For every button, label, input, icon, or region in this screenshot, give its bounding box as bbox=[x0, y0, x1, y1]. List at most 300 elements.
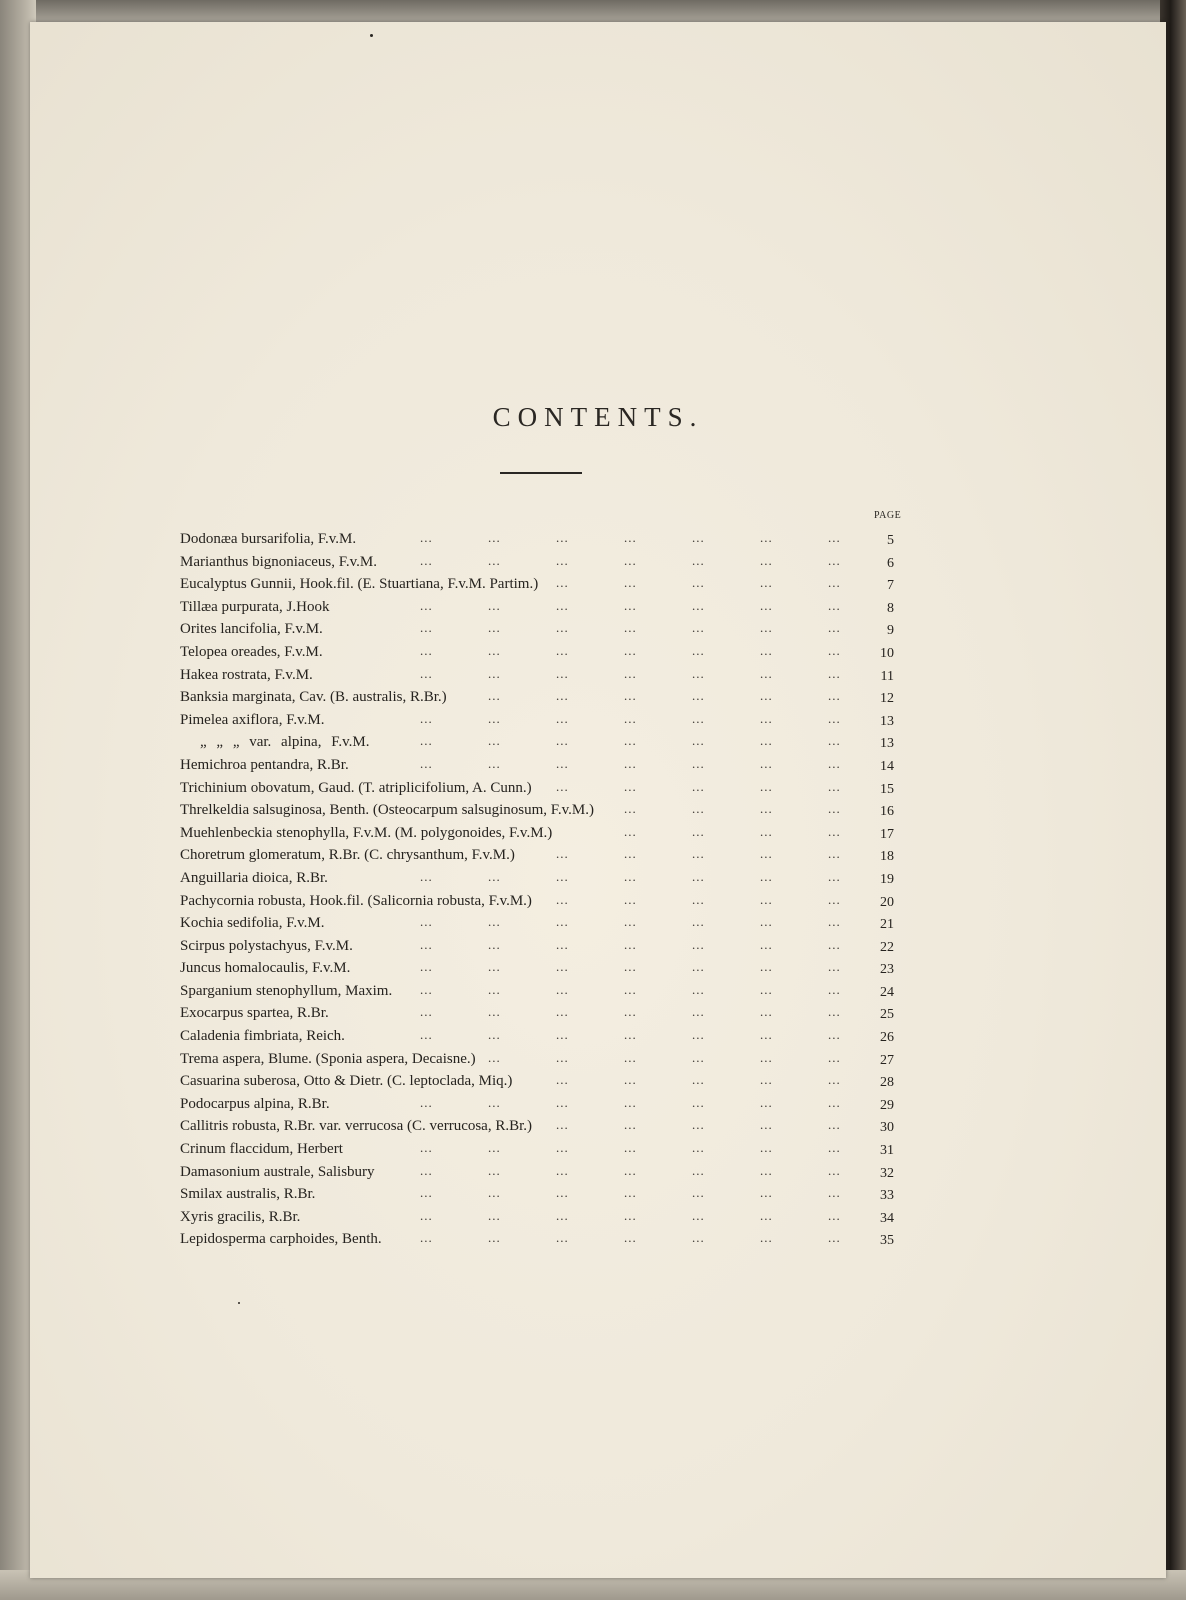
dot-leader: ... bbox=[760, 1140, 773, 1156]
dot-leader: ... bbox=[692, 575, 705, 591]
dot-leader: ... bbox=[760, 688, 773, 704]
entry-page-number: 5 bbox=[887, 533, 894, 548]
entry-page-number: 25 bbox=[880, 1007, 894, 1023]
dot-leader: ... bbox=[420, 868, 433, 884]
dot-leader: ... bbox=[624, 1207, 637, 1223]
dot-leader: ... bbox=[828, 1230, 841, 1246]
dot-leader: ... bbox=[828, 1185, 841, 1201]
dot-leader: ... bbox=[488, 530, 501, 545]
dot-leader: ... bbox=[488, 1162, 501, 1178]
dot-leader: ... bbox=[692, 733, 705, 749]
dot-leader: ... bbox=[692, 1230, 705, 1246]
dot-leader: ... bbox=[624, 1140, 637, 1156]
contents-entry bbox=[180, 1026, 940, 1049]
entry-page-number: 31 bbox=[880, 1143, 894, 1159]
dot-leader: ... bbox=[488, 1094, 501, 1110]
backdrop-top bbox=[0, 0, 1186, 22]
contents-entry bbox=[180, 574, 940, 597]
contents-entry bbox=[180, 597, 940, 620]
contents-entry bbox=[180, 958, 940, 981]
dot-leader: ... bbox=[624, 1185, 637, 1201]
dot-leader: ... bbox=[828, 1140, 841, 1156]
entry-page-number: 7 bbox=[887, 578, 894, 594]
dot-leader: ... bbox=[828, 597, 841, 613]
dot-leader: ... bbox=[488, 1004, 501, 1020]
dot-leader: ... bbox=[556, 597, 569, 613]
entry-page-number: 32 bbox=[880, 1165, 894, 1181]
dot-leader: ... bbox=[692, 1117, 705, 1133]
dot-leader: ... bbox=[828, 914, 841, 930]
contents-entry bbox=[180, 823, 940, 846]
dot-leader: ... bbox=[556, 733, 569, 749]
dot-leader: ... bbox=[760, 530, 773, 545]
dot-leader: ... bbox=[828, 755, 841, 771]
dot-leader: ... bbox=[828, 891, 841, 907]
dot-leader: ... bbox=[556, 1117, 569, 1133]
dot-leader: ... bbox=[488, 597, 501, 613]
dot-leader: ... bbox=[488, 733, 501, 749]
dot-leader: ... bbox=[624, 1027, 637, 1043]
dot-leader: ... bbox=[624, 891, 637, 907]
dot-leader: ... bbox=[420, 710, 433, 726]
dot-leader: ... bbox=[760, 1049, 773, 1065]
dot-leader: ... bbox=[828, 778, 841, 794]
dot-leader: ... bbox=[488, 755, 501, 771]
dot-leader: ... bbox=[828, 710, 841, 726]
dot-leader: ... bbox=[692, 959, 705, 975]
dot-leader: ... bbox=[556, 1185, 569, 1201]
dot-leader: ... bbox=[828, 1162, 841, 1178]
dot-leader: ... bbox=[556, 755, 569, 771]
entry-page-number: 13 bbox=[880, 713, 894, 729]
dot-leader: ... bbox=[692, 1094, 705, 1110]
dot-leader: ... bbox=[760, 620, 773, 636]
dot-leader: ... bbox=[488, 642, 501, 658]
dot-leader: ... bbox=[488, 1207, 501, 1223]
dot-leader: ... bbox=[556, 1162, 569, 1178]
entry-page-number: 33 bbox=[880, 1188, 894, 1204]
entry-name: Eucalyptus Gunnii, Hook.fil. (E. Stuartiana, F.v.M. Partim.) bbox=[180, 576, 539, 593]
dot-leader: ... bbox=[420, 914, 433, 930]
dot-leader: ... bbox=[692, 665, 705, 681]
dot-leader: ... bbox=[760, 1207, 773, 1223]
dot-leader: ... bbox=[556, 710, 569, 726]
entry-page-number: 17 bbox=[880, 826, 894, 842]
entry-name: Casuarina suberosa, Otto & Dietr. (C. leptoclada, Miq.) bbox=[180, 1073, 513, 1090]
dot-leader: ... bbox=[556, 981, 569, 997]
dot-leader: ... bbox=[624, 981, 637, 997]
dot-leader: ... bbox=[828, 1207, 841, 1223]
dot-leader: ... bbox=[488, 1140, 501, 1156]
dot-leader: ... bbox=[760, 846, 773, 862]
dot-leader: ... bbox=[760, 642, 773, 658]
dot-leader: ... bbox=[692, 1185, 705, 1201]
dot-leader: ... bbox=[624, 823, 637, 839]
entry-name: Hakea rostrata, F.v.M. bbox=[180, 666, 313, 683]
entry-name: Podocarpus alpina, R.Br. bbox=[180, 1095, 330, 1112]
dot-leader: ... bbox=[556, 1094, 569, 1110]
dot-leader: ... bbox=[692, 1162, 705, 1178]
dot-leader: ... bbox=[624, 1072, 637, 1088]
dot-leader: ... bbox=[556, 1072, 569, 1088]
entry-name: Scirpus polystachyus, F.v.M. bbox=[180, 937, 353, 954]
dot-leader: ... bbox=[828, 1094, 841, 1110]
dot-leader: ... bbox=[556, 778, 569, 794]
dot-leader: ... bbox=[420, 1140, 433, 1156]
contents-entry bbox=[180, 1116, 940, 1139]
entry-page-number: 6 bbox=[887, 555, 894, 571]
entry-page-number: 20 bbox=[880, 894, 894, 910]
dot-leader: ... bbox=[420, 665, 433, 681]
entry-name: Lepidosperma carphoides, Benth. bbox=[180, 1231, 382, 1248]
dot-leader: ... bbox=[420, 620, 433, 636]
entry-page-number: 29 bbox=[880, 1097, 894, 1113]
dot-leader: ... bbox=[420, 959, 433, 975]
entry-page-number: 15 bbox=[880, 781, 894, 797]
dot-leader: ... bbox=[692, 801, 705, 817]
entry-name: Kochia sedifolia, F.v.M. bbox=[180, 915, 325, 932]
contents-entry bbox=[180, 1139, 940, 1162]
dot-leader: ... bbox=[692, 1072, 705, 1088]
dot-leader: ... bbox=[828, 959, 841, 975]
dot-leader: ... bbox=[760, 733, 773, 749]
dot-leader: ... bbox=[760, 1185, 773, 1201]
dot-leader: ... bbox=[420, 733, 433, 749]
entry-name: Muehlenbeckia stenophylla, F.v.M. (M. polygonoides, F.v.M.) bbox=[180, 824, 553, 841]
dot-leader: ... bbox=[624, 1004, 637, 1020]
dot-leader: ... bbox=[828, 688, 841, 704]
dot-leader: ... bbox=[624, 597, 637, 613]
dot-leader: ... bbox=[624, 530, 637, 545]
dot-leader: ... bbox=[828, 620, 841, 636]
dot-leader: ... bbox=[692, 642, 705, 658]
contents-entry bbox=[180, 1207, 940, 1230]
dot-leader: ... bbox=[488, 868, 501, 884]
dot-leader: ... bbox=[828, 1049, 841, 1065]
dot-leader: ... bbox=[556, 959, 569, 975]
dot-leader: ... bbox=[760, 1230, 773, 1246]
dot-leader: ... bbox=[624, 914, 637, 930]
paper-speck bbox=[370, 34, 373, 37]
dot-leader: ... bbox=[556, 530, 569, 545]
entry-name: Threlkeldia salsuginosa, Benth. (Osteocarpum salsuginosum, F.v.M.) bbox=[180, 802, 595, 819]
dot-leader: ... bbox=[828, 1072, 841, 1088]
contents-entry bbox=[180, 913, 940, 936]
dot-leader: ... bbox=[556, 1140, 569, 1156]
dot-leader: ... bbox=[624, 575, 637, 591]
paper-speck bbox=[238, 1302, 240, 1304]
dot-leader: ... bbox=[760, 1027, 773, 1043]
entry-page-number: 22 bbox=[880, 939, 894, 955]
dot-leader: ... bbox=[760, 710, 773, 726]
dot-leader: ... bbox=[760, 778, 773, 794]
contents-entry bbox=[180, 1094, 940, 1117]
dot-leader: ... bbox=[692, 778, 705, 794]
dot-leader: ... bbox=[624, 1117, 637, 1133]
dot-leader: ... bbox=[760, 755, 773, 771]
dot-leader: ... bbox=[692, 868, 705, 884]
contents-entry bbox=[180, 891, 940, 914]
page-column-header: PAGE bbox=[874, 510, 902, 521]
entry-name: Choretrum glomeratum, R.Br. (C. chrysanthum, F.v.M.) bbox=[180, 847, 515, 864]
entry-page-number: 16 bbox=[880, 804, 894, 820]
contents-entry bbox=[180, 1184, 940, 1207]
dot-leader: ... bbox=[624, 1230, 637, 1246]
dot-leader: ... bbox=[624, 620, 637, 636]
dot-leader: ... bbox=[488, 1027, 501, 1043]
dot-leader: ... bbox=[488, 710, 501, 726]
dot-leader: ... bbox=[692, 688, 705, 704]
dot-leader: ... bbox=[488, 1049, 501, 1065]
entry-name: Trema aspera, Blume. (Sponia aspera, Decaisne.) bbox=[180, 1050, 476, 1067]
page-title: CONTENTS. bbox=[492, 402, 704, 432]
contents-entry bbox=[180, 665, 940, 688]
entry-name: Damasonium australe, Salisbury bbox=[180, 1163, 375, 1180]
dot-leader: ... bbox=[828, 936, 841, 952]
contents-entry bbox=[180, 1049, 940, 1072]
dot-leader: ... bbox=[692, 846, 705, 862]
dot-leader: ... bbox=[420, 1207, 433, 1223]
contents-entry bbox=[180, 1162, 940, 1185]
contents-entry bbox=[180, 755, 940, 778]
entry-name: Banksia marginata, Cav. (B. australis, R.Br.) bbox=[180, 689, 447, 706]
entry-page-number: 34 bbox=[880, 1210, 894, 1226]
dot-leader: ... bbox=[760, 665, 773, 681]
dot-leader: ... bbox=[692, 1207, 705, 1223]
entry-name: Dodonæa bursarifolia, F.v.M. bbox=[180, 531, 357, 547]
dot-leader: ... bbox=[692, 1049, 705, 1065]
dot-leader: ... bbox=[692, 1027, 705, 1043]
contents-entry bbox=[180, 1003, 940, 1026]
dot-leader: ... bbox=[420, 936, 433, 952]
entry-page-number: 27 bbox=[880, 1052, 894, 1068]
entry-name: Telopea oreades, F.v.M. bbox=[180, 643, 323, 660]
dot-leader: ... bbox=[828, 530, 841, 545]
contents-entry bbox=[180, 732, 940, 755]
entry-page-number: 18 bbox=[880, 849, 894, 865]
dot-leader: ... bbox=[488, 981, 501, 997]
entry-page-number: 11 bbox=[880, 668, 894, 684]
entry-page-number: 8 bbox=[887, 600, 894, 616]
dot-leader: ... bbox=[760, 936, 773, 952]
entry-name: Pimelea axiflora, F.v.M. bbox=[180, 711, 325, 728]
contents-entry bbox=[180, 642, 940, 665]
entry-name: Anguillaria dioica, R.Br. bbox=[180, 869, 328, 886]
dot-leader: ... bbox=[420, 642, 433, 658]
dot-leader: ... bbox=[760, 597, 773, 613]
dot-leader: ... bbox=[624, 552, 637, 568]
dot-leader: ... bbox=[556, 1004, 569, 1020]
contents-entry bbox=[180, 619, 940, 642]
dot-leader: ... bbox=[760, 1162, 773, 1178]
contents-entry bbox=[180, 778, 940, 801]
dot-leader: ... bbox=[760, 891, 773, 907]
dot-leader: ... bbox=[828, 981, 841, 997]
dot-leader: ... bbox=[556, 1207, 569, 1223]
contents-entry bbox=[180, 552, 940, 575]
dot-leader: ... bbox=[828, 1004, 841, 1020]
entry-name: „ „ „ var. alpina, F.v.M. bbox=[200, 734, 370, 751]
dot-leader: ... bbox=[420, 1185, 433, 1201]
dot-leader: ... bbox=[420, 1162, 433, 1178]
dot-leader: ... bbox=[420, 1230, 433, 1246]
dot-leader: ... bbox=[760, 823, 773, 839]
dot-leader: ... bbox=[624, 846, 637, 862]
entry-name: Orites lancifolia, F.v.M. bbox=[180, 621, 323, 638]
contents-entry bbox=[180, 1229, 940, 1252]
entry-name: Trichinium obovatum, Gaud. (T. atriplicifolium, A. Cunn.) bbox=[180, 779, 532, 796]
dot-leader: ... bbox=[828, 801, 841, 817]
entry-name: Marianthus bignoniaceus, F.v.M. bbox=[180, 553, 377, 570]
entry-name: Juncus homalocaulis, F.v.M. bbox=[180, 960, 351, 977]
dot-leader: ... bbox=[692, 891, 705, 907]
entry-name: Tillæa purpurata, J.Hook bbox=[180, 598, 330, 615]
dot-leader: ... bbox=[760, 1004, 773, 1020]
dot-leader: ... bbox=[420, 530, 433, 545]
dot-leader: ... bbox=[692, 1140, 705, 1156]
dot-leader: ... bbox=[760, 801, 773, 817]
dot-leader: ... bbox=[420, 755, 433, 771]
dot-leader: ... bbox=[488, 914, 501, 930]
contents-entry bbox=[180, 981, 940, 1004]
entry-page-number: 21 bbox=[880, 917, 894, 933]
dot-leader: ... bbox=[556, 936, 569, 952]
entry-page-number: 35 bbox=[880, 1233, 894, 1249]
dot-leader: ... bbox=[760, 1094, 773, 1110]
entry-name: Crinum flaccidum, Herbert bbox=[180, 1141, 343, 1158]
dot-leader: ... bbox=[692, 620, 705, 636]
dot-leader: ... bbox=[420, 597, 433, 613]
dot-leader: ... bbox=[692, 755, 705, 771]
entry-page-number: 26 bbox=[880, 1030, 894, 1046]
entry-name: Pachycornia robusta, Hook.fil. (Salicornia robusta, F.v.M.) bbox=[180, 892, 532, 909]
dot-leader: ... bbox=[624, 801, 637, 817]
dot-leader: ... bbox=[488, 936, 501, 952]
entry-page-number: 24 bbox=[880, 984, 894, 1000]
contents-entry bbox=[180, 845, 940, 868]
contents-entry bbox=[180, 1071, 940, 1094]
dot-leader: ... bbox=[624, 710, 637, 726]
dot-leader: ... bbox=[624, 959, 637, 975]
dot-leader: ... bbox=[828, 665, 841, 681]
dot-leader: ... bbox=[828, 868, 841, 884]
dot-leader: ... bbox=[692, 597, 705, 613]
dot-leader: ... bbox=[556, 665, 569, 681]
dot-leader: ... bbox=[828, 733, 841, 749]
dot-leader: ... bbox=[624, 936, 637, 952]
dot-leader: ... bbox=[760, 981, 773, 997]
dot-leader: ... bbox=[692, 936, 705, 952]
dot-leader: ... bbox=[692, 914, 705, 930]
contents-list bbox=[180, 529, 940, 1252]
dot-leader: ... bbox=[556, 688, 569, 704]
title-rule bbox=[500, 472, 582, 474]
dot-leader: ... bbox=[828, 575, 841, 591]
dot-leader: ... bbox=[760, 552, 773, 568]
entry-page-number: 9 bbox=[887, 623, 894, 639]
dot-leader: ... bbox=[488, 688, 501, 704]
dot-leader: ... bbox=[828, 1027, 841, 1043]
dot-leader: ... bbox=[624, 1094, 637, 1110]
dot-leader: ... bbox=[624, 642, 637, 658]
dot-leader: ... bbox=[624, 665, 637, 681]
dot-leader: ... bbox=[488, 1185, 501, 1201]
dot-leader: ... bbox=[420, 1004, 433, 1020]
dot-leader: ... bbox=[556, 891, 569, 907]
dot-leader: ... bbox=[760, 959, 773, 975]
contents-entry bbox=[180, 800, 940, 823]
dot-leader: ... bbox=[760, 1117, 773, 1133]
dot-leader: ... bbox=[692, 981, 705, 997]
dot-leader: ... bbox=[692, 710, 705, 726]
dot-leader: ... bbox=[624, 1049, 637, 1065]
entry-page-number: 28 bbox=[880, 1075, 894, 1091]
entry-name: Exocarpus spartea, R.Br. bbox=[180, 1005, 329, 1022]
dot-leader: ... bbox=[828, 846, 841, 862]
dot-leader: ... bbox=[624, 688, 637, 704]
dot-leader: ... bbox=[760, 575, 773, 591]
dot-leader: ... bbox=[488, 552, 501, 568]
entry-page-number: 30 bbox=[880, 1120, 894, 1136]
dot-leader: ... bbox=[556, 846, 569, 862]
dot-leader: ... bbox=[692, 552, 705, 568]
dot-leader: ... bbox=[488, 620, 501, 636]
dot-leader: ... bbox=[556, 1049, 569, 1065]
contents-entry bbox=[180, 687, 940, 710]
dot-leader: ... bbox=[556, 1230, 569, 1246]
book-page bbox=[30, 22, 1166, 1578]
dot-leader: ... bbox=[692, 530, 705, 545]
contents-entry bbox=[180, 868, 940, 891]
dot-leader: ... bbox=[556, 868, 569, 884]
entry-page-number: 23 bbox=[880, 962, 894, 978]
dot-leader: ... bbox=[556, 552, 569, 568]
entry-name: Hemichroa pentandra, R.Br. bbox=[180, 756, 349, 773]
entry-name: Smilax australis, R.Br. bbox=[180, 1186, 316, 1203]
dot-leader: ... bbox=[828, 1117, 841, 1133]
dot-leader: ... bbox=[556, 575, 569, 591]
entry-page-number: 12 bbox=[880, 691, 894, 707]
dot-leader: ... bbox=[556, 914, 569, 930]
dot-leader: ... bbox=[624, 755, 637, 771]
dot-leader: ... bbox=[828, 642, 841, 658]
dot-leader: ... bbox=[488, 665, 501, 681]
dot-leader: ... bbox=[556, 642, 569, 658]
dot-leader: ... bbox=[420, 1027, 433, 1043]
entry-page-number: 13 bbox=[880, 736, 894, 752]
contents-entry bbox=[180, 936, 940, 959]
entry-name: Sparganium stenophyllum, Maxim. bbox=[180, 982, 393, 999]
dot-leader: ... bbox=[488, 959, 501, 975]
contents-entry bbox=[180, 710, 940, 733]
dot-leader: ... bbox=[692, 823, 705, 839]
dot-leader: ... bbox=[488, 1230, 501, 1246]
dot-leader: ... bbox=[556, 620, 569, 636]
dot-leader: ... bbox=[760, 1072, 773, 1088]
dot-leader: ... bbox=[828, 552, 841, 568]
entry-name: Caladenia fimbriata, Reich. bbox=[180, 1028, 345, 1045]
contents-entry bbox=[180, 529, 940, 552]
dot-leader: ... bbox=[624, 1162, 637, 1178]
dot-leader: ... bbox=[420, 1094, 433, 1110]
dot-leader: ... bbox=[760, 914, 773, 930]
dot-leader: ... bbox=[692, 1004, 705, 1020]
entry-name: Xyris gracilis, R.Br. bbox=[180, 1208, 301, 1225]
dot-leader: ... bbox=[420, 981, 433, 997]
entry-name: Callitris robusta, R.Br. var. verrucosa (C. verrucosa, R.Br.) bbox=[180, 1118, 533, 1135]
dot-leader: ... bbox=[624, 778, 637, 794]
entry-page-number: 14 bbox=[880, 758, 894, 774]
